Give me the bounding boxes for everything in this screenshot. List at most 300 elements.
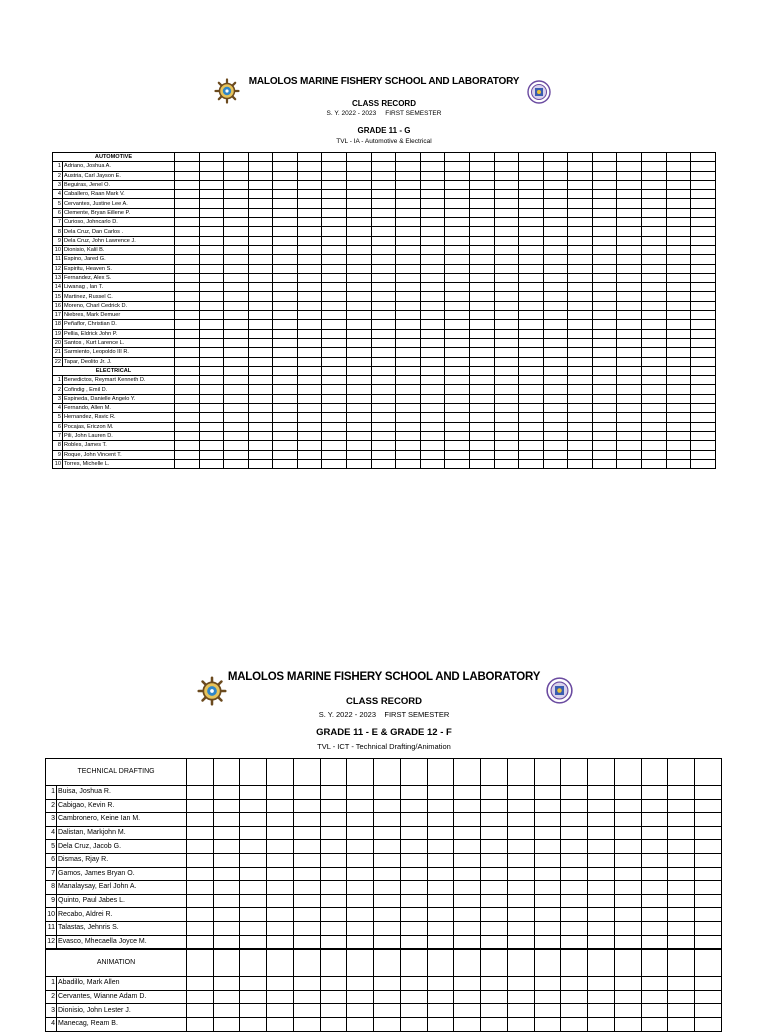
score-cell[interactable] xyxy=(543,404,568,413)
score-cell[interactable] xyxy=(199,153,224,162)
score-cell[interactable] xyxy=(297,385,322,394)
score-cell[interactable] xyxy=(248,264,273,273)
score-cell[interactable] xyxy=(614,759,641,786)
score-cell[interactable] xyxy=(267,1017,294,1031)
score-cell[interactable] xyxy=(481,1017,508,1031)
score-cell[interactable] xyxy=(507,977,534,991)
score-cell[interactable] xyxy=(588,935,615,949)
score-cell[interactable] xyxy=(592,385,617,394)
score-cell[interactable] xyxy=(322,311,347,320)
score-cell[interactable] xyxy=(534,799,561,813)
score-cell[interactable] xyxy=(187,881,214,895)
score-cell[interactable] xyxy=(224,180,249,189)
score-cell[interactable] xyxy=(347,441,372,450)
score-cell[interactable] xyxy=(199,422,224,431)
score-cell[interactable] xyxy=(248,171,273,180)
score-cell[interactable] xyxy=(248,376,273,385)
score-cell[interactable] xyxy=(561,786,588,800)
score-cell[interactable] xyxy=(543,283,568,292)
score-cell[interactable] xyxy=(494,376,519,385)
score-cell[interactable] xyxy=(694,894,721,908)
score-cell[interactable] xyxy=(322,431,347,440)
score-cell[interactable] xyxy=(175,404,200,413)
score-cell[interactable] xyxy=(400,826,427,840)
score-cell[interactable] xyxy=(519,338,544,347)
score-cell[interactable] xyxy=(445,208,470,217)
score-cell[interactable] xyxy=(347,385,372,394)
score-cell[interactable] xyxy=(224,366,249,375)
score-cell[interactable] xyxy=(297,357,322,366)
score-cell[interactable] xyxy=(427,908,454,922)
score-cell[interactable] xyxy=(454,990,481,1004)
score-cell[interactable] xyxy=(273,273,298,282)
score-cell[interactable] xyxy=(213,921,240,935)
score-cell[interactable] xyxy=(614,867,641,881)
score-cell[interactable] xyxy=(420,385,445,394)
score-cell[interactable] xyxy=(347,759,374,786)
score-cell[interactable] xyxy=(371,366,396,375)
score-cell[interactable] xyxy=(175,190,200,199)
score-cell[interactable] xyxy=(469,320,494,329)
score-cell[interactable] xyxy=(641,935,668,949)
score-cell[interactable] xyxy=(347,450,372,459)
score-cell[interactable] xyxy=(297,311,322,320)
score-cell[interactable] xyxy=(519,357,544,366)
score-cell[interactable] xyxy=(320,977,347,991)
score-cell[interactable] xyxy=(588,921,615,935)
score-cell[interactable] xyxy=(175,422,200,431)
score-cell[interactable] xyxy=(592,338,617,347)
score-cell[interactable] xyxy=(371,329,396,338)
score-cell[interactable] xyxy=(199,180,224,189)
score-cell[interactable] xyxy=(568,264,593,273)
score-cell[interactable] xyxy=(588,881,615,895)
score-cell[interactable] xyxy=(396,413,421,422)
score-cell[interactable] xyxy=(267,786,294,800)
score-cell[interactable] xyxy=(199,273,224,282)
score-cell[interactable] xyxy=(641,894,668,908)
score-cell[interactable] xyxy=(617,413,642,422)
score-cell[interactable] xyxy=(543,180,568,189)
score-cell[interactable] xyxy=(420,376,445,385)
score-cell[interactable] xyxy=(592,431,617,440)
score-cell[interactable] xyxy=(240,799,267,813)
score-cell[interactable] xyxy=(469,431,494,440)
score-cell[interactable] xyxy=(297,273,322,282)
score-cell[interactable] xyxy=(396,236,421,245)
score-cell[interactable] xyxy=(694,759,721,786)
score-cell[interactable] xyxy=(507,813,534,827)
score-cell[interactable] xyxy=(248,385,273,394)
score-cell[interactable] xyxy=(396,329,421,338)
score-cell[interactable] xyxy=(694,867,721,881)
score-cell[interactable] xyxy=(273,171,298,180)
score-cell[interactable] xyxy=(371,413,396,422)
score-cell[interactable] xyxy=(347,894,374,908)
score-cell[interactable] xyxy=(187,826,214,840)
score-cell[interactable] xyxy=(175,255,200,264)
score-cell[interactable] xyxy=(224,422,249,431)
score-cell[interactable] xyxy=(420,441,445,450)
score-cell[interactable] xyxy=(420,292,445,301)
score-cell[interactable] xyxy=(642,320,667,329)
score-cell[interactable] xyxy=(617,227,642,236)
score-cell[interactable] xyxy=(668,894,695,908)
score-cell[interactable] xyxy=(519,255,544,264)
score-cell[interactable] xyxy=(666,162,691,171)
score-cell[interactable] xyxy=(481,921,508,935)
score-cell[interactable] xyxy=(668,853,695,867)
score-cell[interactable] xyxy=(420,404,445,413)
score-cell[interactable] xyxy=(175,357,200,366)
score-cell[interactable] xyxy=(224,394,249,403)
score-cell[interactable] xyxy=(320,867,347,881)
score-cell[interactable] xyxy=(534,840,561,854)
score-cell[interactable] xyxy=(592,320,617,329)
score-cell[interactable] xyxy=(273,190,298,199)
score-cell[interactable] xyxy=(273,162,298,171)
score-cell[interactable] xyxy=(347,292,372,301)
score-cell[interactable] xyxy=(347,227,372,236)
score-cell[interactable] xyxy=(614,786,641,800)
score-cell[interactable] xyxy=(666,208,691,217)
score-cell[interactable] xyxy=(248,320,273,329)
score-cell[interactable] xyxy=(642,153,667,162)
score-cell[interactable] xyxy=(420,245,445,254)
score-cell[interactable] xyxy=(293,1004,320,1018)
score-cell[interactable] xyxy=(642,413,667,422)
score-cell[interactable] xyxy=(445,190,470,199)
score-cell[interactable] xyxy=(691,283,716,292)
score-cell[interactable] xyxy=(666,292,691,301)
score-cell[interactable] xyxy=(592,450,617,459)
score-cell[interactable] xyxy=(641,881,668,895)
score-cell[interactable] xyxy=(568,292,593,301)
score-cell[interactable] xyxy=(371,255,396,264)
score-cell[interactable] xyxy=(293,853,320,867)
score-cell[interactable] xyxy=(199,190,224,199)
score-cell[interactable] xyxy=(519,348,544,357)
score-cell[interactable] xyxy=(297,394,322,403)
score-cell[interactable] xyxy=(371,311,396,320)
score-cell[interactable] xyxy=(666,366,691,375)
score-cell[interactable] xyxy=(297,450,322,459)
score-cell[interactable] xyxy=(240,853,267,867)
score-cell[interactable] xyxy=(543,236,568,245)
score-cell[interactable] xyxy=(445,199,470,208)
score-cell[interactable] xyxy=(199,338,224,347)
score-cell[interactable] xyxy=(248,404,273,413)
score-cell[interactable] xyxy=(568,422,593,431)
score-cell[interactable] xyxy=(187,935,214,949)
score-cell[interactable] xyxy=(320,826,347,840)
score-cell[interactable] xyxy=(322,227,347,236)
score-cell[interactable] xyxy=(445,385,470,394)
score-cell[interactable] xyxy=(400,1004,427,1018)
score-cell[interactable] xyxy=(224,292,249,301)
score-cell[interactable] xyxy=(614,977,641,991)
score-cell[interactable] xyxy=(347,1004,374,1018)
score-cell[interactable] xyxy=(374,1004,401,1018)
score-cell[interactable] xyxy=(240,813,267,827)
score-cell[interactable] xyxy=(396,218,421,227)
score-cell[interactable] xyxy=(617,162,642,171)
score-cell[interactable] xyxy=(224,162,249,171)
score-cell[interactable] xyxy=(641,853,668,867)
score-cell[interactable] xyxy=(347,921,374,935)
score-cell[interactable] xyxy=(267,853,294,867)
score-cell[interactable] xyxy=(347,208,372,217)
score-cell[interactable] xyxy=(642,283,667,292)
score-cell[interactable] xyxy=(175,311,200,320)
score-cell[interactable] xyxy=(469,236,494,245)
score-cell[interactable] xyxy=(691,311,716,320)
score-cell[interactable] xyxy=(519,199,544,208)
score-cell[interactable] xyxy=(691,404,716,413)
score-cell[interactable] xyxy=(507,935,534,949)
score-cell[interactable] xyxy=(396,338,421,347)
score-cell[interactable] xyxy=(494,450,519,459)
score-cell[interactable] xyxy=(240,908,267,922)
score-cell[interactable] xyxy=(267,799,294,813)
score-cell[interactable] xyxy=(322,255,347,264)
score-cell[interactable] xyxy=(240,935,267,949)
score-cell[interactable] xyxy=(374,935,401,949)
score-cell[interactable] xyxy=(543,422,568,431)
score-cell[interactable] xyxy=(396,459,421,468)
score-cell[interactable] xyxy=(187,921,214,935)
score-cell[interactable] xyxy=(347,264,372,273)
score-cell[interactable] xyxy=(273,357,298,366)
score-cell[interactable] xyxy=(694,840,721,854)
score-cell[interactable] xyxy=(322,180,347,189)
score-cell[interactable] xyxy=(347,180,372,189)
score-cell[interactable] xyxy=(371,301,396,310)
score-cell[interactable] xyxy=(320,813,347,827)
score-cell[interactable] xyxy=(494,459,519,468)
score-cell[interactable] xyxy=(445,171,470,180)
score-cell[interactable] xyxy=(293,881,320,895)
score-cell[interactable] xyxy=(293,1017,320,1031)
score-cell[interactable] xyxy=(691,255,716,264)
score-cell[interactable] xyxy=(469,385,494,394)
score-cell[interactable] xyxy=(469,273,494,282)
score-cell[interactable] xyxy=(347,394,372,403)
score-cell[interactable] xyxy=(494,338,519,347)
score-cell[interactable] xyxy=(534,853,561,867)
score-cell[interactable] xyxy=(322,236,347,245)
score-cell[interactable] xyxy=(371,162,396,171)
score-cell[interactable] xyxy=(494,404,519,413)
score-cell[interactable] xyxy=(614,853,641,867)
score-cell[interactable] xyxy=(175,283,200,292)
score-cell[interactable] xyxy=(175,394,200,403)
score-cell[interactable] xyxy=(347,840,374,854)
score-cell[interactable] xyxy=(175,376,200,385)
score-cell[interactable] xyxy=(614,1004,641,1018)
score-cell[interactable] xyxy=(445,394,470,403)
score-cell[interactable] xyxy=(427,894,454,908)
score-cell[interactable] xyxy=(691,208,716,217)
score-cell[interactable] xyxy=(519,236,544,245)
score-cell[interactable] xyxy=(445,450,470,459)
score-cell[interactable] xyxy=(240,1004,267,1018)
score-cell[interactable] xyxy=(454,1004,481,1018)
score-cell[interactable] xyxy=(199,255,224,264)
score-cell[interactable] xyxy=(588,949,615,977)
score-cell[interactable] xyxy=(469,190,494,199)
score-cell[interactable] xyxy=(427,949,454,977)
score-cell[interactable] xyxy=(297,292,322,301)
score-cell[interactable] xyxy=(273,441,298,450)
score-cell[interactable] xyxy=(592,301,617,310)
score-cell[interactable] xyxy=(519,376,544,385)
score-cell[interactable] xyxy=(592,236,617,245)
score-cell[interactable] xyxy=(175,366,200,375)
score-cell[interactable] xyxy=(666,218,691,227)
score-cell[interactable] xyxy=(691,348,716,357)
score-cell[interactable] xyxy=(396,404,421,413)
score-cell[interactable] xyxy=(427,867,454,881)
score-cell[interactable] xyxy=(694,826,721,840)
score-cell[interactable] xyxy=(691,199,716,208)
score-cell[interactable] xyxy=(561,867,588,881)
score-cell[interactable] xyxy=(297,218,322,227)
score-cell[interactable] xyxy=(543,218,568,227)
score-cell[interactable] xyxy=(248,413,273,422)
score-cell[interactable] xyxy=(175,338,200,347)
score-cell[interactable] xyxy=(297,208,322,217)
score-cell[interactable] xyxy=(469,208,494,217)
score-cell[interactable] xyxy=(248,273,273,282)
score-cell[interactable] xyxy=(320,881,347,895)
score-cell[interactable] xyxy=(481,894,508,908)
score-cell[interactable] xyxy=(347,273,372,282)
score-cell[interactable] xyxy=(175,431,200,440)
score-cell[interactable] xyxy=(668,921,695,935)
score-cell[interactable] xyxy=(347,162,372,171)
score-cell[interactable] xyxy=(293,786,320,800)
score-cell[interactable] xyxy=(691,413,716,422)
score-cell[interactable] xyxy=(396,190,421,199)
score-cell[interactable] xyxy=(224,385,249,394)
score-cell[interactable] xyxy=(273,292,298,301)
score-cell[interactable] xyxy=(224,459,249,468)
score-cell[interactable] xyxy=(568,301,593,310)
score-cell[interactable] xyxy=(592,245,617,254)
score-cell[interactable] xyxy=(240,786,267,800)
score-cell[interactable] xyxy=(507,1017,534,1031)
score-cell[interactable] xyxy=(427,977,454,991)
score-cell[interactable] xyxy=(642,199,667,208)
score-cell[interactable] xyxy=(568,413,593,422)
score-cell[interactable] xyxy=(297,153,322,162)
score-cell[interactable] xyxy=(400,853,427,867)
score-cell[interactable] xyxy=(427,881,454,895)
score-cell[interactable] xyxy=(666,236,691,245)
score-cell[interactable] xyxy=(641,840,668,854)
score-cell[interactable] xyxy=(347,320,372,329)
score-cell[interactable] xyxy=(519,227,544,236)
score-cell[interactable] xyxy=(691,329,716,338)
score-cell[interactable] xyxy=(519,394,544,403)
score-cell[interactable] xyxy=(666,413,691,422)
score-cell[interactable] xyxy=(543,357,568,366)
score-cell[interactable] xyxy=(543,301,568,310)
score-cell[interactable] xyxy=(199,459,224,468)
score-cell[interactable] xyxy=(224,283,249,292)
score-cell[interactable] xyxy=(666,301,691,310)
score-cell[interactable] xyxy=(293,759,320,786)
score-cell[interactable] xyxy=(666,199,691,208)
score-cell[interactable] xyxy=(592,422,617,431)
score-cell[interactable] xyxy=(568,348,593,357)
score-cell[interactable] xyxy=(454,894,481,908)
score-cell[interactable] xyxy=(642,385,667,394)
score-cell[interactable] xyxy=(175,227,200,236)
score-cell[interactable] xyxy=(454,853,481,867)
score-cell[interactable] xyxy=(617,394,642,403)
score-cell[interactable] xyxy=(519,320,544,329)
score-cell[interactable] xyxy=(297,431,322,440)
score-cell[interactable] xyxy=(371,338,396,347)
score-cell[interactable] xyxy=(691,190,716,199)
score-cell[interactable] xyxy=(400,867,427,881)
score-cell[interactable] xyxy=(320,1004,347,1018)
score-cell[interactable] xyxy=(592,376,617,385)
score-cell[interactable] xyxy=(374,826,401,840)
score-cell[interactable] xyxy=(642,236,667,245)
score-cell[interactable] xyxy=(420,171,445,180)
score-cell[interactable] xyxy=(248,348,273,357)
score-cell[interactable] xyxy=(494,273,519,282)
score-cell[interactable] xyxy=(617,348,642,357)
score-cell[interactable] xyxy=(347,422,372,431)
score-cell[interactable] xyxy=(668,786,695,800)
score-cell[interactable] xyxy=(374,799,401,813)
score-cell[interactable] xyxy=(175,180,200,189)
score-cell[interactable] xyxy=(666,153,691,162)
score-cell[interactable] xyxy=(507,894,534,908)
score-cell[interactable] xyxy=(694,813,721,827)
score-cell[interactable] xyxy=(568,366,593,375)
score-cell[interactable] xyxy=(374,786,401,800)
score-cell[interactable] xyxy=(543,459,568,468)
score-cell[interactable] xyxy=(175,245,200,254)
score-cell[interactable] xyxy=(642,394,667,403)
score-cell[interactable] xyxy=(469,338,494,347)
score-cell[interactable] xyxy=(347,338,372,347)
score-cell[interactable] xyxy=(494,208,519,217)
score-cell[interactable] xyxy=(642,245,667,254)
score-cell[interactable] xyxy=(199,301,224,310)
score-cell[interactable] xyxy=(666,431,691,440)
score-cell[interactable] xyxy=(374,853,401,867)
score-cell[interactable] xyxy=(694,949,721,977)
score-cell[interactable] xyxy=(592,404,617,413)
score-cell[interactable] xyxy=(400,908,427,922)
score-cell[interactable] xyxy=(240,881,267,895)
score-cell[interactable] xyxy=(420,357,445,366)
score-cell[interactable] xyxy=(691,245,716,254)
score-cell[interactable] xyxy=(592,311,617,320)
score-cell[interactable] xyxy=(617,292,642,301)
score-cell[interactable] xyxy=(400,990,427,1004)
score-cell[interactable] xyxy=(187,786,214,800)
score-cell[interactable] xyxy=(543,292,568,301)
score-cell[interactable] xyxy=(561,853,588,867)
score-cell[interactable] xyxy=(347,977,374,991)
